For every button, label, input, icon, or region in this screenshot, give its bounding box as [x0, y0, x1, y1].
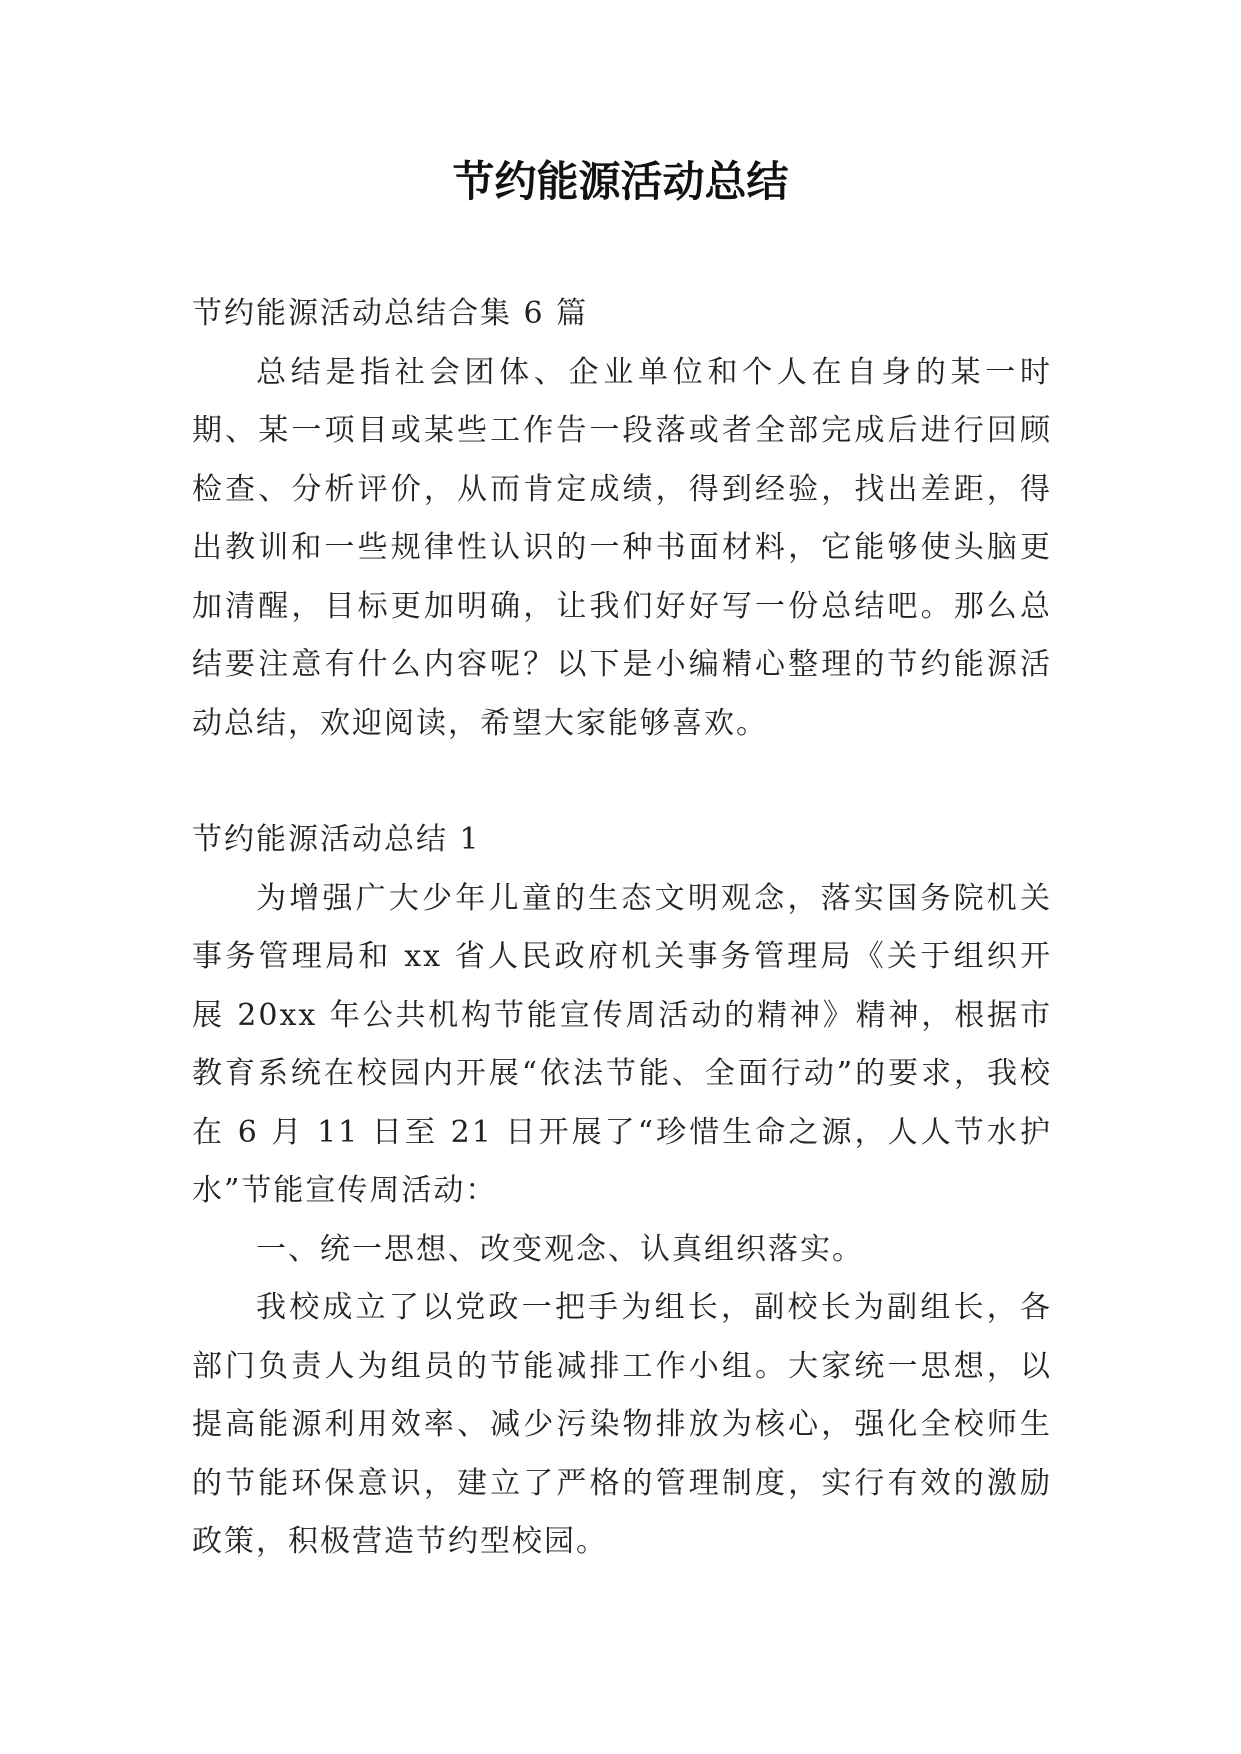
intro-paragraph: 总结是指社会团体、企业单位和个人在自身的某一时期、某一项目或某些工作告一段落或者全部完成后进行回顾检查、分析评价，从而肯定成绩，得到经验，找出差距，得出教训和一些规律性认识的一种书面材料，它能够使头脑更加清醒，目标更加明确，让我们好好写一份总结吧。那么总结要注意有什么内容呢？以下是小编精心整理的节约能源活动总结，欢迎阅读，希望大家能够喜欢。	[192, 354, 1052, 741]
collection-heading: 节约能源活动总结合集 6 篇	[192, 296, 589, 331]
section-paragraph: 我校成立了以党政一把手为组长，副校长为副组长，各部门负责人为组员的节能减排工作小组。大家统一思想，以提高能源利用效率、减少污染物排放为核心，强化全校师生的节能环保意识，建立了严格的管理制度，实行有效的激励政策，积极营造节约型校园。	[192, 1290, 1052, 1559]
section-point-heading: 一、统一思想、改变观念、认真组织落实。	[256, 1231, 864, 1267]
section-spacer	[192, 753, 1052, 811]
document-title: 节约能源活动总结	[452, 157, 789, 206]
document-body	[192, 285, 1052, 1572]
section-heading: 节约能源活动总结 1	[192, 822, 481, 857]
section-paragraph: 为增强广大少年儿童的生态文明观念，落实国务院机关事务管理局和 xx 省人民政府机关事务管理局《关于组织开展 20xx 年公共机构节能宣传周活动的精神》精神，根据市教育系统在校园内开展“依法节能、全面行动”的要求，我校在 6 月 11 日至 21 日开展了“珍惜生命之源，人人节水护水”节能宣传周活动：	[192, 880, 1052, 1208]
